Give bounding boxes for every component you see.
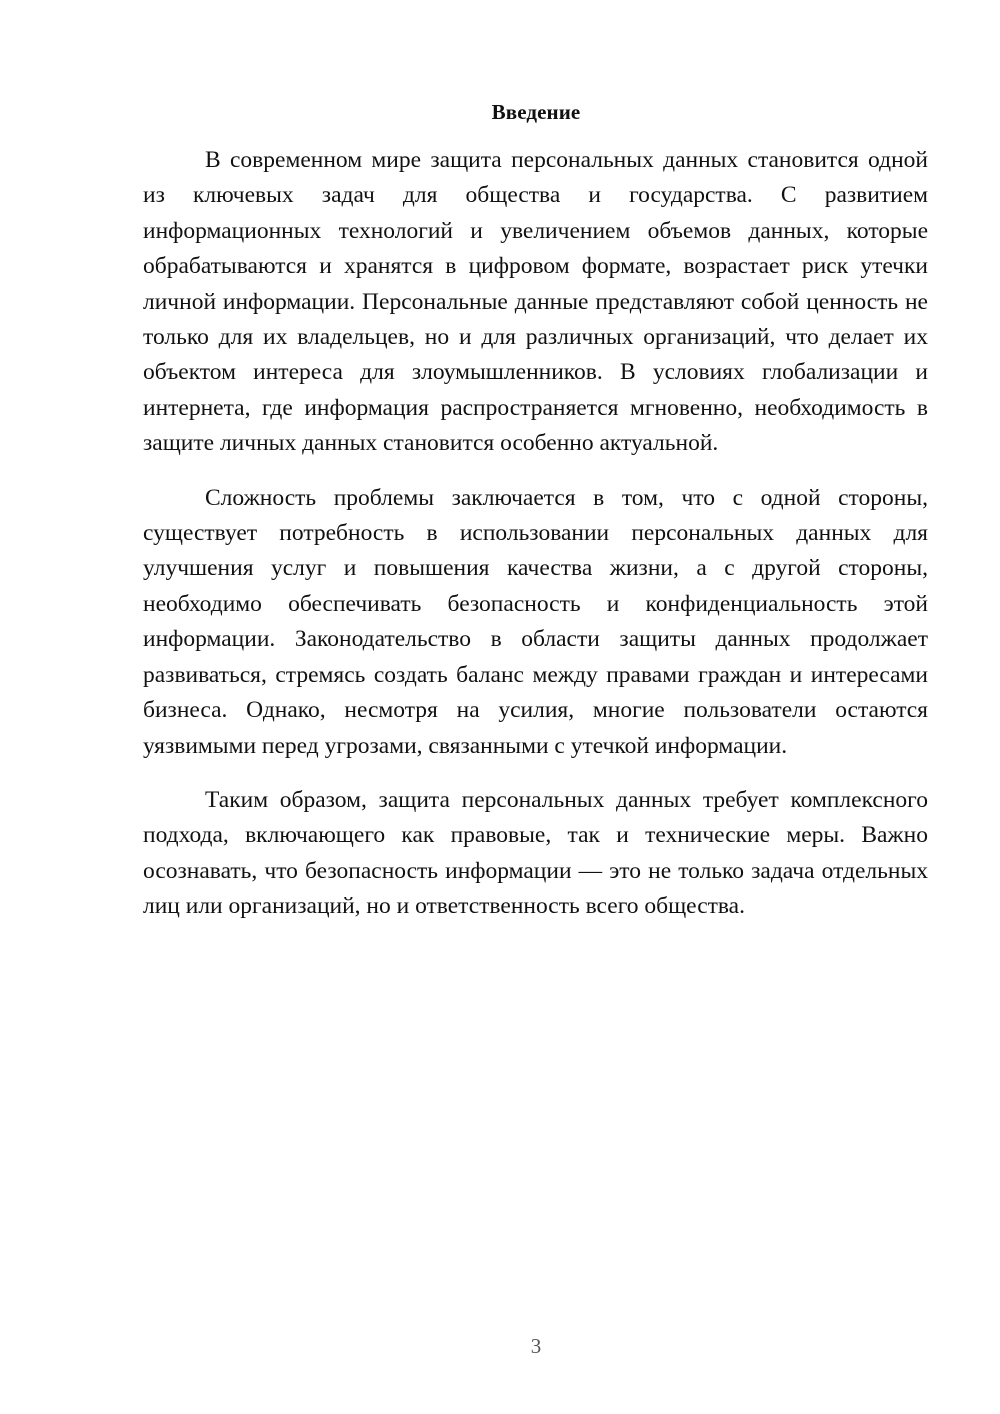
page-number: 3 — [530, 1334, 542, 1358]
paragraph-2: Сложность проблемы заключается в том, что с одной стороны, существует потребность в использовании персональных данных для улучшения услуг и повышения качества жизни, а с другой стороны, необходимо обеспечивать безопасность и конфиденциальность этой информации. Законодательство в области защиты данных продолжает развиваться, стремясь создать баланс между правами граждан и интересами бизнеса. Однако, несмотря на усилия, многие пользователи остаются уязвимыми перед угрозами, связанными с утечкой информации. — [143, 484, 928, 759]
paragraph-1: В современном мире защита персональных данных становится одной из ключевых задач для общества и государства. С развитием информационных технологий и увеличением объемов данных, которые обрабатываются и хранятся в цифровом формате, возрастает риск утечки личной информации. Персональные данные представляют собой ценность не только для их владельцев, но и для различных организаций, что делает их объектом интереса для злоумышленников. В условиях глобализации и интернета, где информация распространяется мгновенно, необходимость в защите личных данных становится особенно актуальной. — [143, 147, 928, 457]
section-title: Введение — [491, 100, 581, 124]
paragraph-3: Таким образом, защита персональных данных требует комплексного подхода, включающего как правовые, так и технические меры. Важно осознавать, что безопасность информации — это не только задача отдельных лиц или организаций, но и ответственность всего общества. — [143, 786, 928, 920]
body-text — [143, 143, 928, 925]
